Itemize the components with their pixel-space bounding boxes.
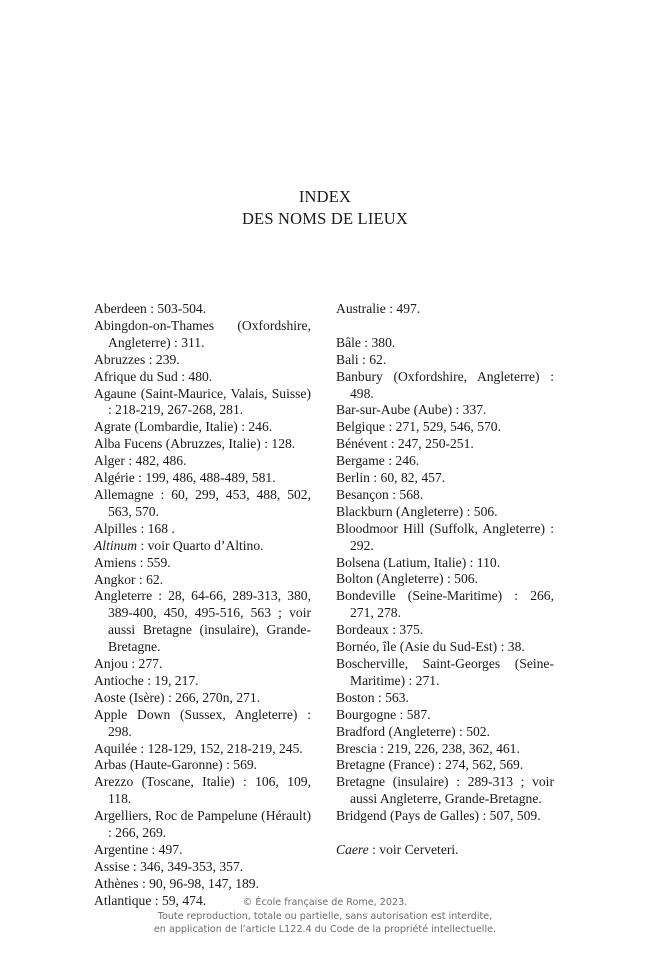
index-entry-text: Boston : 563. — [336, 689, 409, 705]
index-entry-text: Allemagne : 60, 299, 453, 488, 502, 563, 570. — [94, 486, 311, 519]
index-entry — [94, 453, 311, 470]
index-entry-text: Bridgend (Pays de Galles) : 507, 509. — [336, 808, 541, 824]
index-entry — [336, 808, 554, 825]
index-entry — [336, 504, 554, 521]
index-entry-text: Bordeaux : 375. — [336, 622, 424, 638]
index-entry — [336, 588, 554, 622]
index-entry-text: Athènes : 90, 96-98, 147, 189. — [94, 875, 259, 891]
index-entry — [94, 876, 311, 893]
index-column-right — [336, 301, 554, 859]
index-entry-text: Bretagne (France) : 274, 562, 569. — [336, 757, 524, 773]
index-entry — [94, 707, 311, 741]
index-entry-text: : voir Cerveteri. — [368, 841, 459, 857]
index-entry — [336, 622, 554, 639]
index-entry — [94, 470, 311, 487]
index-entry-text: Bondeville (Seine-Maritime) : 266, 271, 278. — [336, 588, 554, 621]
index-entry — [94, 588, 311, 656]
index-entry — [336, 757, 554, 774]
index-entry-text: Bergame : 246. — [336, 453, 420, 469]
index-entry-italic-term: Caere — [336, 841, 369, 857]
index-entry-text: Angkor : 62. — [94, 571, 164, 587]
index-entry — [94, 318, 311, 352]
index-entry-text: Besançon : 568. — [336, 486, 424, 502]
index-entry — [336, 419, 554, 436]
index-entry-text: Alger : 482, 486. — [94, 453, 187, 469]
index-entry-text: Bornéo, île (Asie du Sud-Est) : 38. — [336, 639, 525, 655]
index-entry-text: Argelliers, Roc de Pampelune (Hérault) : 266, 269. — [94, 808, 311, 841]
index-entry — [336, 487, 554, 504]
index-entry — [336, 402, 554, 419]
index-entry-text: Bradford (Angleterre) : 502. — [336, 723, 491, 739]
index-entry — [94, 774, 311, 808]
index-entry — [94, 369, 311, 386]
index-entry-text: Aquilée : 128-129, 152, 218-219, 245. — [94, 740, 303, 756]
index-entry — [94, 859, 311, 876]
index-entry — [94, 352, 311, 369]
index-entry — [336, 639, 554, 656]
index-entry-text: Algérie : 199, 486, 488-489, 581. — [94, 470, 276, 486]
index-title — [0, 186, 650, 230]
index-entry-text: Assise : 346, 349-353, 357. — [94, 858, 244, 874]
title-line-1: INDEX — [298, 187, 352, 206]
index-entry-text: Boscherville, Saint-Georges (Seine-Maritime) : 271. — [336, 656, 554, 688]
index-entry — [94, 656, 311, 673]
index-entry — [94, 808, 311, 842]
index-entry — [94, 521, 311, 538]
index-entry-text: Bolton (Angleterre) : 506. — [336, 571, 478, 587]
index-entry-text: Agrate (Lombardie, Italie) : 246. — [94, 419, 273, 435]
index-entry — [94, 419, 311, 436]
index-entry — [336, 453, 554, 470]
index-entry-text: Australie : 497. — [336, 301, 421, 316]
index-entry — [336, 707, 554, 724]
footer-line-1: © École française de Rome, 2023. — [242, 897, 408, 908]
index-entry — [336, 335, 554, 352]
index-entry — [94, 757, 311, 774]
index-entry — [336, 741, 554, 758]
index-entry — [336, 571, 554, 588]
index-entry-text: Apple Down (Sussex, Angleterre) : 298. — [94, 706, 311, 739]
index-entry — [336, 436, 554, 453]
index-entry — [94, 741, 311, 758]
index-entry-text: Argentine : 497. — [94, 842, 183, 857]
index-entry — [94, 673, 311, 690]
index-entry-text: Angleterre : 28, 64-66, 289-313, 380, 389-400, 450, 495-516, 563 ; voir aussi Bretagne (insulaire), Grande-Bretagne. — [94, 588, 311, 655]
index-entry — [94, 555, 311, 572]
index-entry — [336, 470, 554, 487]
index-entry-text: Bâle : 380. — [336, 334, 396, 350]
title-line-2: DES NOMS DE LIEUX — [241, 209, 409, 228]
index-entry-text: Agaune (Saint-Maurice, Valais, Suisse) : 218-219, 267-268, 281. — [94, 385, 311, 418]
index-entry — [94, 572, 311, 589]
index-entry — [336, 555, 554, 572]
index-entry-text: Afrique du Sud : 480. — [94, 368, 213, 384]
index-entry-text: Bénévent : 247, 250-251. — [336, 436, 474, 452]
index-entry-text: Amiens : 559. — [94, 554, 171, 570]
index-entry — [94, 538, 311, 555]
index-entry-text: Abruzzes : 239. — [94, 351, 180, 367]
index-entry — [336, 656, 554, 690]
index-entry-text: Arezzo (Toscane, Italie) : 106, 109, 118. — [94, 774, 311, 807]
index-entry — [94, 301, 311, 318]
index-entry — [94, 386, 311, 420]
copyright-footer — [0, 896, 650, 937]
index-entry — [336, 301, 554, 318]
index-entry-text: Blackburn (Angleterre) : 506. — [336, 503, 498, 519]
index-entry — [336, 774, 554, 808]
index-entry-text: Brescia : 219, 226, 238, 362, 461. — [336, 740, 520, 756]
index-entry-text: Bloodmoor Hill (Suffolk, Angleterre) : 292. — [336, 520, 554, 553]
index-column-left — [94, 301, 311, 910]
index-entry-text: Aoste (Isère) : 266, 270n, 271. — [94, 689, 261, 705]
index-entry — [336, 842, 554, 859]
index-entry-text: Atlantique : 59, 474. — [94, 892, 207, 908]
index-entry — [336, 724, 554, 741]
index-entry-text: Bolsena (Latium, Italie) : 110. — [336, 554, 501, 570]
index-entry-text: Bali : 62. — [336, 351, 387, 367]
index-entry-text: Arbas (Haute-Garonne) : 569. — [94, 757, 258, 773]
index-entry-text: Alba Fucens (Abruzzes, Italie) : 128. — [94, 436, 296, 452]
index-entry — [336, 352, 554, 369]
index-entry — [94, 842, 311, 859]
index-entry — [94, 487, 311, 521]
footer-line-3: en application de l’article L122.4 du Code de la propriété intellectuelle. — [153, 924, 497, 935]
index-entry — [94, 690, 311, 707]
index-entry — [336, 690, 554, 707]
index-entry-text: Bretagne (insulaire) : 289-313 ; voir aussi Angleterre, Grande-Bretagne. — [336, 774, 554, 807]
index-entry-text: Aberdeen : 503-504. — [94, 301, 207, 316]
index-entry — [336, 369, 554, 403]
index-entry-text: Abingdon-on-Thames (Oxfordshire, Angleterre) : 311. — [94, 317, 311, 350]
index-entry-text: : voir Quarto d’Altino. — [137, 537, 264, 553]
index-entry — [94, 436, 311, 453]
index-entry-text: Anjou : 277. — [94, 656, 163, 672]
index-entry-text: Berlin : 60, 82, 457. — [336, 470, 446, 486]
index-entry-text: Antioche : 19, 217. — [94, 672, 199, 688]
footer-line-2: Toute reproduction, totale ou partielle, sans autorisation est interdite, — [157, 910, 493, 922]
index-entry-text: Banbury (Oxfordshire, Angleterre) : 498. — [336, 368, 554, 401]
index-entry-italic-term: Altinum — [94, 537, 138, 553]
index-entry-text: Bourgogne : 587. — [336, 706, 431, 722]
index-entry-text: Alpilles : 168 . — [94, 520, 175, 536]
index-entry — [336, 521, 554, 555]
index-entry-text: Bar-sur-Aube (Aube) : 337. — [336, 402, 487, 418]
index-entry-text: Belgique : 271, 529, 546, 570. — [336, 419, 502, 435]
